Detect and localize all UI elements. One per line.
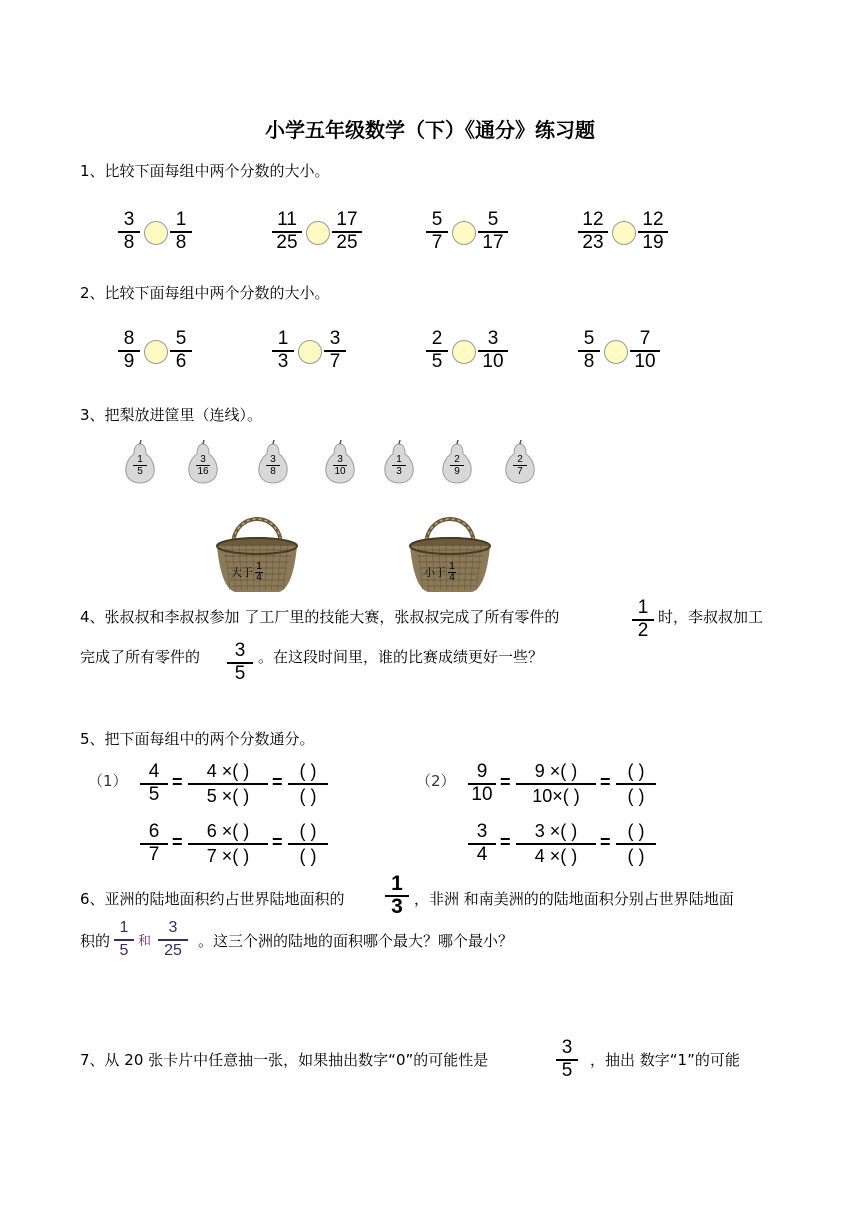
- fraction-right: [630, 329, 660, 372]
- equals-sign: =: [600, 772, 611, 792]
- pear[interactable]: [122, 440, 158, 484]
- numerator: 3: [123, 209, 135, 230]
- question-7-line1: 7、从 20 张卡片中任意抽一张，如果抽出数字“0”的可能性是: [80, 1051, 489, 1069]
- q6-fraction-1: 1 3: [385, 874, 409, 917]
- numerator: 5: [175, 328, 187, 349]
- q7-fraction-1: 3 5: [556, 1038, 578, 1081]
- basket-label: 大于 1 4: [231, 561, 262, 583]
- question-7-line1-end: ，抽出 数字“1”的可能: [590, 1051, 740, 1069]
- pear[interactable]: [322, 440, 358, 484]
- basket[interactable]: [408, 500, 492, 596]
- q6-fraction-2: 1 5: [114, 918, 134, 961]
- q6-and: 和: [138, 934, 152, 949]
- question-6-line1-end: ，非洲 和南美洲的的陆地面积分别占世界陆地面: [414, 890, 734, 908]
- numerator: 5: [431, 209, 443, 230]
- q6-fraction-3: 3 25: [158, 918, 188, 961]
- numerator: 11: [277, 209, 297, 230]
- fraction-left: [578, 210, 608, 253]
- numerator-multiply-blank[interactable]: 4 ×( ): [206, 761, 250, 781]
- numerator: 17: [336, 209, 358, 230]
- equals-sign: =: [172, 772, 183, 792]
- numerator: 1: [277, 328, 289, 349]
- compare-circle[interactable]: [452, 340, 476, 364]
- original-fraction: [468, 822, 496, 865]
- denominator-multiply-blank[interactable]: 5 ×( ): [206, 786, 250, 806]
- denominator: 7: [148, 844, 160, 865]
- numerator: 8: [123, 328, 135, 349]
- denominator: 7: [329, 351, 341, 372]
- original-fraction: [468, 762, 496, 805]
- compare-circle[interactable]: [298, 340, 322, 364]
- pear-fraction: 2 7: [502, 454, 538, 477]
- original-fraction: [140, 822, 168, 865]
- equals-sign: =: [272, 832, 283, 852]
- numerator-multiply-blank[interactable]: 3 ×( ): [534, 821, 578, 841]
- result-numerator-blank[interactable]: ( ): [299, 761, 317, 781]
- compare-circle[interactable]: [144, 340, 168, 364]
- denominator: 25: [276, 232, 298, 253]
- denominator: 10: [482, 351, 504, 372]
- numerator: 9: [476, 761, 488, 782]
- numerator: 6: [148, 821, 160, 842]
- pear[interactable]: [502, 440, 538, 484]
- group-tag: （2）: [416, 772, 456, 790]
- compare-circle[interactable]: [452, 221, 476, 245]
- basket-label: 小于 1 4: [424, 561, 455, 583]
- equals-sign: =: [272, 772, 283, 792]
- denominator: 23: [582, 232, 604, 253]
- pear-fraction: 1 5: [122, 454, 158, 477]
- question-5-text: 5、把下面每组中的两个分数通分。: [80, 730, 315, 748]
- numerator: 3: [487, 328, 499, 349]
- numerator: 12: [582, 209, 604, 230]
- denominator-multiply-blank[interactable]: 10×( ): [532, 786, 580, 806]
- denominator: 3: [277, 351, 289, 372]
- equals-sign: =: [500, 772, 511, 792]
- result-denominator-blank[interactable]: ( ): [627, 786, 645, 806]
- denominator-multiply-blank[interactable]: 7 ×( ): [206, 846, 250, 866]
- fraction-right: [478, 329, 508, 372]
- numerator: 5: [487, 209, 499, 230]
- pear[interactable]: [185, 440, 221, 484]
- numerator: 2: [431, 328, 443, 349]
- fraction-left: [426, 210, 448, 253]
- question-2-text: 2、比较下面每组中两个分数的大小。: [80, 284, 330, 302]
- pear-fraction: 1 3: [381, 454, 417, 477]
- q4-fraction-2: 3 5: [227, 641, 253, 684]
- result-denominator-blank[interactable]: ( ): [299, 786, 317, 806]
- denominator: 8: [123, 232, 135, 253]
- compare-circle[interactable]: [612, 221, 636, 245]
- question-6-line1: 6、亚洲的陆地面积约占世界陆地面积的: [80, 890, 345, 908]
- numerator: 4: [148, 761, 160, 782]
- fraction-left: [578, 329, 600, 372]
- denominator: 10: [634, 351, 656, 372]
- pear[interactable]: [381, 440, 417, 484]
- pear-fraction: 3 8: [255, 454, 291, 477]
- result-numerator-blank[interactable]: ( ): [627, 761, 645, 781]
- equals-sign: =: [172, 832, 183, 852]
- fraction-left: [272, 210, 302, 253]
- basket[interactable]: [215, 500, 299, 596]
- fraction-left: [426, 329, 448, 372]
- result-numerator-blank[interactable]: ( ): [627, 821, 645, 841]
- fraction-left: [118, 210, 140, 253]
- denominator: 10: [471, 784, 493, 805]
- equals-sign: =: [500, 832, 511, 852]
- numerator: 1: [175, 209, 187, 230]
- numerator-multiply-blank[interactable]: 9 ×( ): [534, 761, 578, 781]
- compare-circle[interactable]: [144, 221, 168, 245]
- q4-fraction-1: 1 2: [632, 598, 654, 641]
- pear-fraction: 2 9: [439, 454, 475, 477]
- denominator: 8: [175, 232, 187, 253]
- fraction-right: [478, 210, 508, 253]
- fraction-right: [332, 210, 362, 253]
- original-fraction: [140, 762, 168, 805]
- numerator: 12: [642, 209, 664, 230]
- fraction-right: [324, 329, 346, 372]
- page-title: 小学五年级数学（下）《通分》练习题: [265, 118, 595, 142]
- pear-fraction: 3 16: [197, 454, 209, 477]
- numerator: 3: [476, 821, 488, 842]
- denominator: 5: [148, 784, 160, 805]
- fraction-right: [638, 210, 668, 253]
- numerator: 3: [329, 328, 341, 349]
- denominator: 19: [642, 232, 664, 253]
- numerator-multiply-blank[interactable]: 6 ×( ): [206, 821, 250, 841]
- compare-circle[interactable]: [306, 221, 330, 245]
- pear-fraction: 3 10: [334, 454, 346, 477]
- result-denominator-blank[interactable]: ( ): [299, 846, 317, 866]
- compare-circle[interactable]: [604, 340, 628, 364]
- denominator: 7: [431, 232, 443, 253]
- fraction-right: [170, 329, 192, 372]
- pear[interactable]: [255, 440, 291, 484]
- denominator: 5: [431, 351, 443, 372]
- denominator-multiply-blank[interactable]: 4 ×( ): [534, 846, 578, 866]
- question-4-line2: 完成了所有零件的: [80, 648, 201, 666]
- numerator: 5: [583, 328, 595, 349]
- denominator: 6: [175, 351, 187, 372]
- denominator: 25: [336, 232, 358, 253]
- question-4-line1-end: 时，李叔叔加工: [658, 608, 764, 626]
- equals-sign: =: [600, 832, 611, 852]
- denominator: 4: [476, 844, 488, 865]
- numerator: 7: [639, 328, 651, 349]
- fraction-left: [118, 329, 140, 372]
- result-numerator-blank[interactable]: ( ): [299, 821, 317, 841]
- fraction-left: [272, 329, 294, 372]
- question-3-text: 3、把梨放进筐里（连线）。: [80, 406, 263, 424]
- denominator: 9: [123, 351, 135, 372]
- result-denominator-blank[interactable]: ( ): [627, 846, 645, 866]
- group-tag: （1）: [88, 772, 128, 790]
- denominator: 17: [482, 232, 504, 253]
- pear[interactable]: [439, 440, 475, 484]
- fraction-right: [170, 210, 192, 253]
- question-1-text: 1、比较下面每组中两个分数的大小。: [80, 162, 330, 180]
- denominator: 8: [583, 351, 595, 372]
- question-6-line2: 积的: [80, 932, 111, 950]
- question-4-line1: 4、张叔叔和李叔叔参加 了工厂里的技能大赛，张叔叔完成了所有零件的: [80, 608, 560, 626]
- question-4-line2-end: 。在这段时间里，谁的比赛成绩更好一些？: [258, 648, 544, 666]
- question-6-line2-end: 。这三个洲的陆地的面积哪个最大？哪个最小？: [198, 932, 514, 950]
